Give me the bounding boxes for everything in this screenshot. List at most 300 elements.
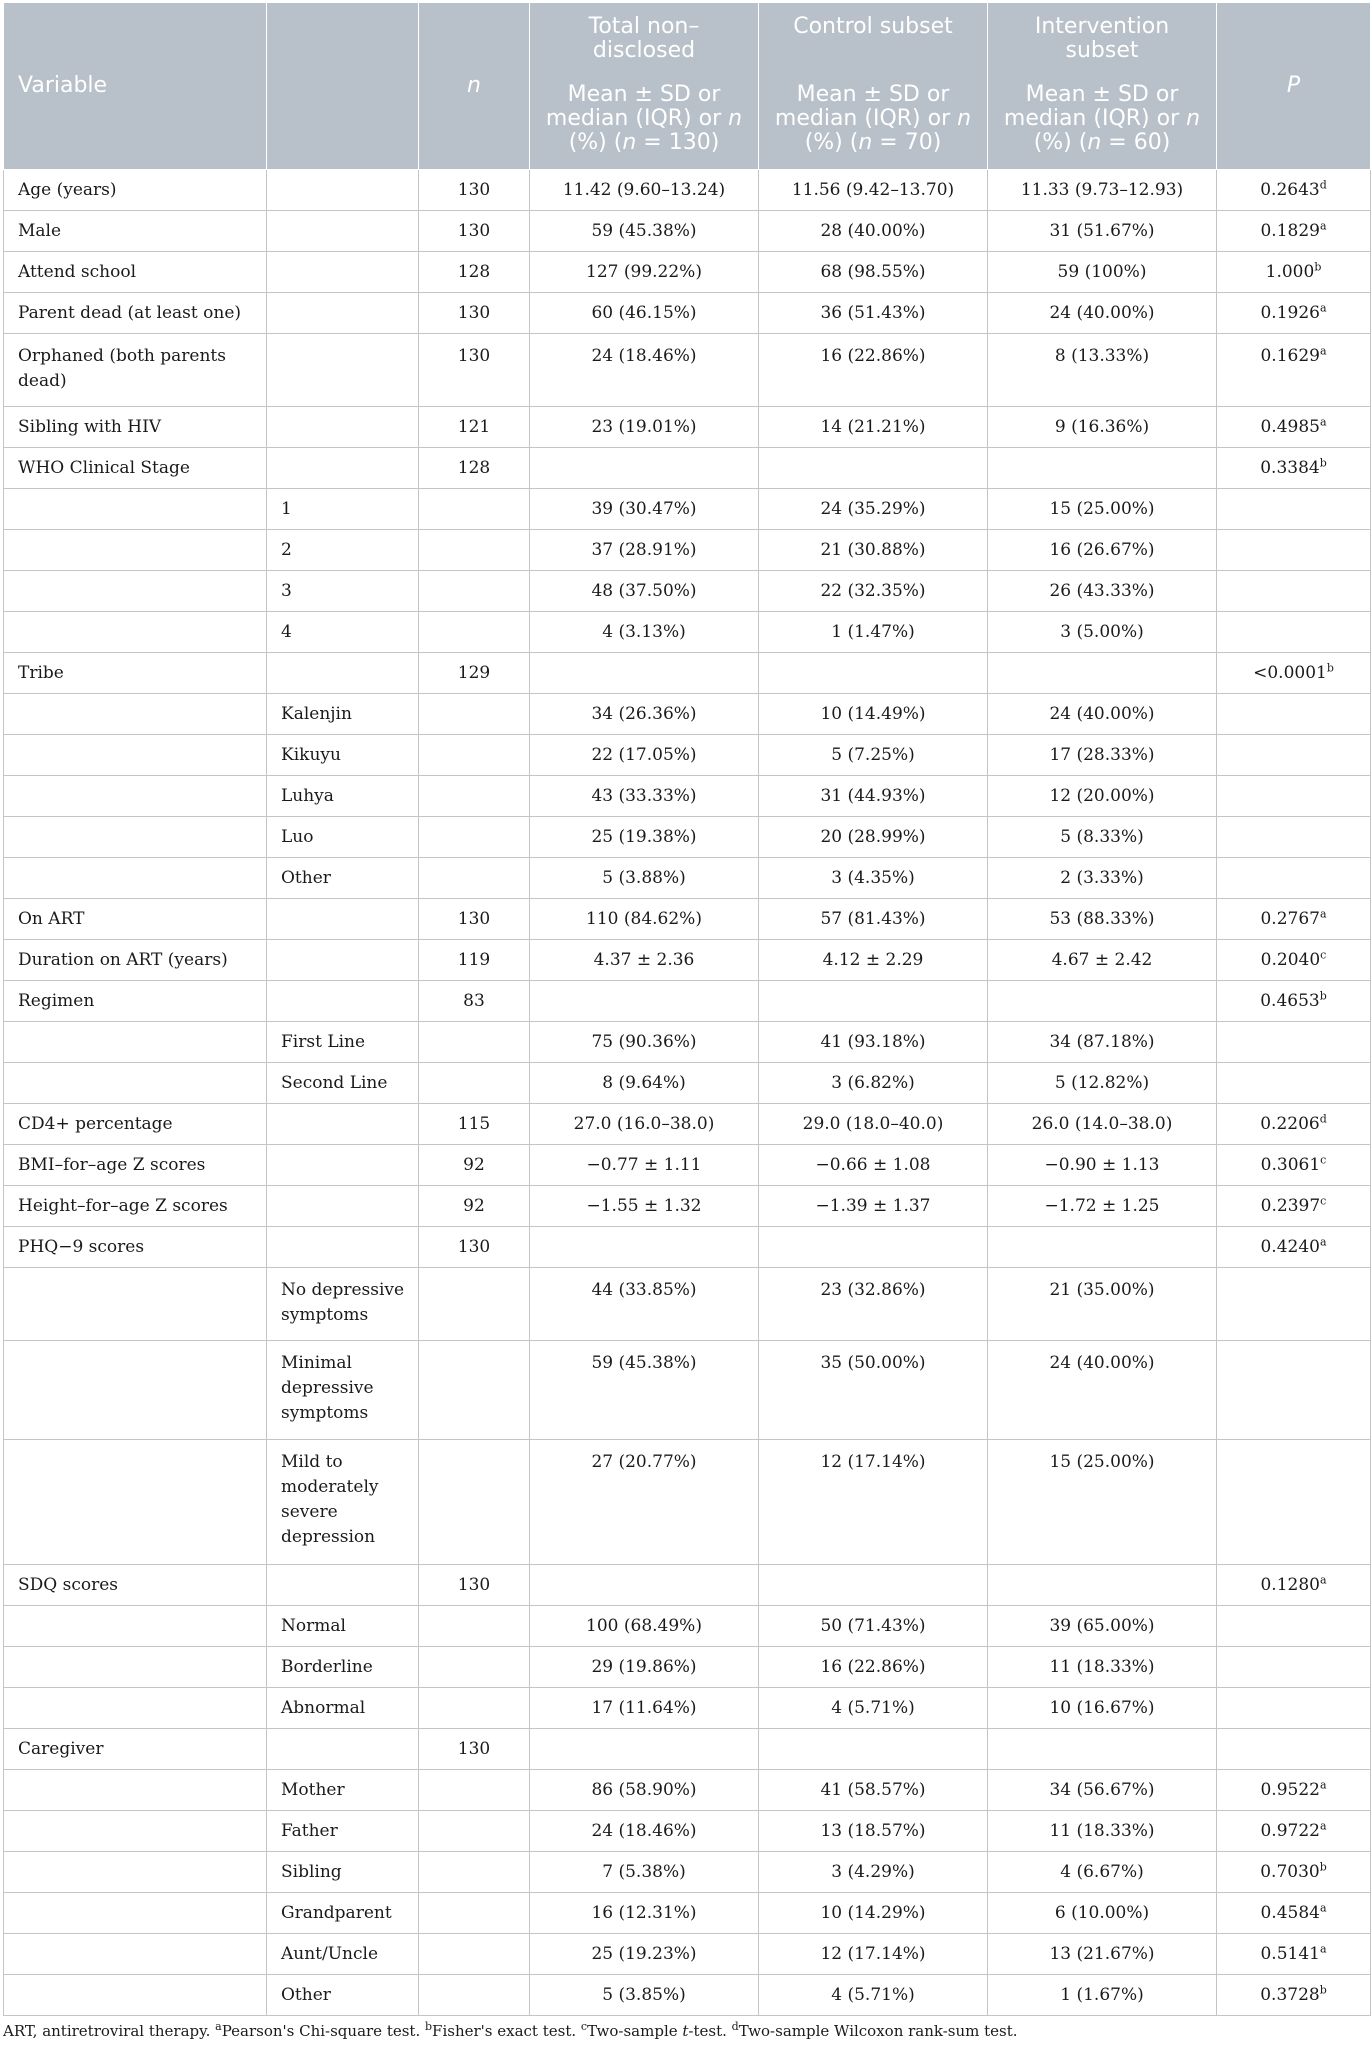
- cell-total: 60 (46.15%): [530, 293, 759, 334]
- cell-variable: Age (years): [4, 170, 267, 211]
- cell-total: [530, 448, 759, 489]
- cell-n: 130: [419, 1729, 530, 1770]
- cell-variable: [4, 1440, 267, 1565]
- cell-n: 115: [419, 1104, 530, 1145]
- p-value-test-marker: a: [1319, 1818, 1327, 1832]
- table-row: [4, 1770, 1371, 1811]
- cell-control: 41 (93.18%): [759, 1022, 988, 1063]
- cell-subcategory: [267, 1186, 419, 1227]
- cell-intervention: [988, 448, 1217, 489]
- p-value-text: 0.1280: [1260, 1574, 1320, 1595]
- cell-total: −1.55 ± 1.32: [530, 1186, 759, 1227]
- cell-variable: [4, 1934, 267, 1975]
- cell-subcategory: Normal: [267, 1606, 419, 1647]
- cell-intervention: 11 (18.33%): [988, 1811, 1217, 1852]
- cell-p-value: [1217, 1145, 1371, 1186]
- cell-subcategory: [267, 407, 419, 448]
- p-value-text: 0.4584: [1260, 1902, 1320, 1923]
- cell-n: 121: [419, 407, 530, 448]
- cell-p-value: [1217, 1022, 1371, 1063]
- table-row: [4, 653, 1371, 694]
- cell-subcategory: [267, 1565, 419, 1606]
- cell-n: [419, 1975, 530, 2016]
- cell-p-value: [1217, 448, 1371, 489]
- cell-variable: [4, 817, 267, 858]
- cell-n: [419, 1811, 530, 1852]
- p-value-text: 0.2767: [1260, 908, 1320, 929]
- table-row: [4, 899, 1371, 940]
- cell-total: 29 (19.86%): [530, 1647, 759, 1688]
- cell-control: 41 (58.57%): [759, 1770, 988, 1811]
- cell-intervention: [988, 981, 1217, 1022]
- cell-intervention: 17 (28.33%): [988, 735, 1217, 776]
- p-value-test-marker: b: [1326, 660, 1334, 674]
- table-row: [4, 1975, 1371, 2016]
- p-value-text: 0.4985: [1260, 416, 1320, 437]
- cell-p-value: [1217, 334, 1371, 407]
- cell-control: 10 (14.49%): [759, 694, 988, 735]
- cell-total: 7 (5.38%): [530, 1852, 759, 1893]
- cell-n: [419, 735, 530, 776]
- p-value-test-marker: a: [1319, 300, 1327, 314]
- cell-total: 86 (58.90%): [530, 1770, 759, 1811]
- cell-total: 25 (19.23%): [530, 1934, 759, 1975]
- table-row: [4, 1186, 1371, 1227]
- cell-total: 48 (37.50%): [530, 571, 759, 612]
- cell-control: 12 (17.14%): [759, 1440, 988, 1565]
- cell-total: 37 (28.91%): [530, 530, 759, 571]
- cell-control: 24 (35.29%): [759, 489, 988, 530]
- header-variable: Variable: [4, 3, 267, 170]
- cell-intervention: 34 (87.18%): [988, 1022, 1217, 1063]
- cell-subcategory: Borderline: [267, 1647, 419, 1688]
- cell-total: [530, 653, 759, 694]
- cell-variable: Height–for–age Z scores: [4, 1186, 267, 1227]
- cell-total: 44 (33.85%): [530, 1268, 759, 1341]
- cell-subcategory: [267, 293, 419, 334]
- cell-intervention: 24 (40.00%): [988, 694, 1217, 735]
- cell-intervention: 5 (8.33%): [988, 817, 1217, 858]
- table-row: [4, 1852, 1371, 1893]
- cell-intervention: 21 (35.00%): [988, 1268, 1217, 1341]
- header-control: [759, 3, 988, 170]
- p-value-text: 0.2206: [1260, 1113, 1320, 1134]
- cell-intervention: [988, 1729, 1217, 1770]
- cell-n: [419, 1934, 530, 1975]
- cell-variable: Duration on ART (years): [4, 940, 267, 981]
- p-value-text: 0.5141: [1260, 1943, 1320, 1964]
- p-value-test-marker: d: [1319, 1111, 1327, 1125]
- cell-p-value: [1217, 1647, 1371, 1688]
- cell-variable: Caregiver: [4, 1729, 267, 1770]
- cell-intervention: 13 (21.67%): [988, 1934, 1217, 1975]
- cell-intervention: 39 (65.00%): [988, 1606, 1217, 1647]
- cell-intervention: 34 (56.67%): [988, 1770, 1217, 1811]
- p-value-test-marker: c: [1320, 1193, 1327, 1207]
- p-value-text: 0.3384: [1260, 457, 1320, 478]
- p-value-text: 0.4240: [1260, 1236, 1320, 1257]
- cell-total: 34 (26.36%): [530, 694, 759, 735]
- cell-subcategory: 2: [267, 530, 419, 571]
- p-value-text: 0.1629: [1260, 346, 1320, 366]
- cell-variable: [4, 612, 267, 653]
- cell-control: 4.12 ± 2.29: [759, 940, 988, 981]
- cell-n: [419, 776, 530, 817]
- header-total-title: Total non–disclosed: [588, 14, 700, 63]
- cell-intervention: [988, 1565, 1217, 1606]
- cell-n: [419, 1341, 530, 1440]
- cell-n: [419, 1268, 530, 1341]
- cell-total: 75 (90.36%): [530, 1022, 759, 1063]
- cell-subcategory: [267, 1227, 419, 1268]
- cell-variable: PHQ−9 scores: [4, 1227, 267, 1268]
- cell-p-value: [1217, 1852, 1371, 1893]
- p-value-text: 0.2397: [1260, 1195, 1321, 1216]
- cell-subcategory: [267, 899, 419, 940]
- table-row: [4, 735, 1371, 776]
- cell-variable: [4, 1770, 267, 1811]
- cell-p-value: [1217, 776, 1371, 817]
- cell-subcategory: Sibling: [267, 1852, 419, 1893]
- cell-total: 24 (18.46%): [530, 334, 759, 407]
- cell-n: [419, 1606, 530, 1647]
- cell-control: 31 (44.93%): [759, 776, 988, 817]
- cell-subcategory: Minimal depressive symptoms: [267, 1341, 419, 1440]
- header-total-sub: Mean ± SD or median (IQR) or n (%) (n = 130): [545, 82, 743, 155]
- cell-intervention: 26 (43.33%): [988, 571, 1217, 612]
- p-value-test-marker: a: [1319, 906, 1327, 920]
- cell-subcategory: Kalenjin: [267, 694, 419, 735]
- cell-p-value: [1217, 1934, 1371, 1975]
- cell-subcategory: Grandparent: [267, 1893, 419, 1934]
- cell-control: 21 (30.88%): [759, 530, 988, 571]
- cell-n: 130: [419, 211, 530, 252]
- p-value-test-marker: a: [1319, 414, 1327, 428]
- cell-intervention: 31 (51.67%): [988, 211, 1217, 252]
- cell-p-value: [1217, 571, 1371, 612]
- table-row: [4, 489, 1371, 530]
- cell-variable: [4, 571, 267, 612]
- cell-p-value: [1217, 211, 1371, 252]
- cell-p-value: [1217, 1770, 1371, 1811]
- cell-subcategory: No depressive symptoms: [267, 1268, 419, 1341]
- cell-n: 130: [419, 293, 530, 334]
- cell-subcategory: [267, 252, 419, 293]
- cell-total: 43 (33.33%): [530, 776, 759, 817]
- cell-subcategory: Luo: [267, 817, 419, 858]
- p-value-test-marker: a: [1319, 1941, 1327, 1955]
- cell-subcategory: Second Line: [267, 1063, 419, 1104]
- cell-subcategory: [267, 448, 419, 489]
- cell-control: 57 (81.43%): [759, 899, 988, 940]
- cell-subcategory: [267, 334, 419, 407]
- p-value-text: 0.1926: [1260, 302, 1320, 323]
- cell-total: 8 (9.64%): [530, 1063, 759, 1104]
- cell-p-value: [1217, 1565, 1371, 1606]
- table-row: [4, 817, 1371, 858]
- cell-control: 12 (17.14%): [759, 1934, 988, 1975]
- cell-control: 3 (4.29%): [759, 1852, 988, 1893]
- table-row: [4, 1440, 1371, 1565]
- cell-control: −0.66 ± 1.08: [759, 1145, 988, 1186]
- cell-variable: [4, 1268, 267, 1341]
- cell-p-value: [1217, 940, 1371, 981]
- cell-p-value: [1217, 407, 1371, 448]
- p-value-text: 0.3728: [1260, 1984, 1320, 2005]
- cell-variable: [4, 1688, 267, 1729]
- cell-p-value: [1217, 981, 1371, 1022]
- cell-variable: [4, 1893, 267, 1934]
- cell-p-value: [1217, 170, 1371, 211]
- table-row: [4, 407, 1371, 448]
- cell-control: 5 (7.25%): [759, 735, 988, 776]
- cell-variable: [4, 489, 267, 530]
- p-value-test-marker: c: [1320, 1152, 1327, 1166]
- cell-control: 20 (28.99%): [759, 817, 988, 858]
- table-row: [4, 1729, 1371, 1770]
- p-value-text: <0.0001: [1253, 662, 1327, 683]
- cell-control: 50 (71.43%): [759, 1606, 988, 1647]
- p-value-test-marker: c: [1320, 947, 1327, 961]
- cell-subcategory: 4: [267, 612, 419, 653]
- cell-p-value: [1217, 817, 1371, 858]
- header-intervention-title: Intervention subset: [1034, 14, 1170, 63]
- cell-n: [419, 1647, 530, 1688]
- cell-variable: Orphaned (both parents dead): [4, 334, 267, 407]
- p-value-test-marker: a: [1319, 1572, 1327, 1586]
- cell-variable: Attend school: [4, 252, 267, 293]
- p-value-text: 0.2643: [1260, 179, 1320, 200]
- table-row: [4, 1811, 1371, 1852]
- cell-p-value: [1217, 489, 1371, 530]
- cell-total: 25 (19.38%): [530, 817, 759, 858]
- cell-p-value: [1217, 1811, 1371, 1852]
- p-value-text: 1.000: [1265, 261, 1315, 282]
- cell-intervention: 1 (1.67%): [988, 1975, 1217, 2016]
- table-row: [4, 1647, 1371, 1688]
- table-row: [4, 858, 1371, 899]
- cell-total: [530, 981, 759, 1022]
- table-row: [4, 1565, 1371, 1606]
- cell-control: 16 (22.86%): [759, 1647, 988, 1688]
- cell-subcategory: Abnormal: [267, 1688, 419, 1729]
- cell-total: 100 (68.49%): [530, 1606, 759, 1647]
- cell-variable: Parent dead (at least one): [4, 293, 267, 334]
- table-row: [4, 571, 1371, 612]
- p-value-test-marker: a: [1319, 218, 1327, 232]
- p-value-test-marker: b: [1319, 1982, 1327, 1996]
- cell-variable: CD4+ percentage: [4, 1104, 267, 1145]
- cell-control: 68 (98.55%): [759, 252, 988, 293]
- cell-subcategory: Father: [267, 1811, 419, 1852]
- cell-subcategory: Mother: [267, 1770, 419, 1811]
- cell-variable: [4, 1647, 267, 1688]
- table-row: [4, 1022, 1371, 1063]
- cell-intervention: 4.67 ± 2.42: [988, 940, 1217, 981]
- p-value-test-marker: a: [1319, 1900, 1327, 1914]
- cell-total: 27.0 (16.0–38.0): [530, 1104, 759, 1145]
- cell-n: [419, 571, 530, 612]
- cell-p-value: [1217, 1104, 1371, 1145]
- cell-p-value: [1217, 252, 1371, 293]
- cell-total: 5 (3.88%): [530, 858, 759, 899]
- data-table: [3, 2, 1371, 2016]
- table-row: [4, 334, 1371, 407]
- cell-subcategory: [267, 1729, 419, 1770]
- p-value-text: 0.9522: [1260, 1779, 1320, 1800]
- cell-p-value: [1217, 612, 1371, 653]
- cell-n: 130: [419, 170, 530, 211]
- cell-n: [419, 612, 530, 653]
- cell-n: [419, 694, 530, 735]
- cell-p-value: [1217, 858, 1371, 899]
- cell-total: 4 (3.13%): [530, 612, 759, 653]
- cell-n: 129: [419, 653, 530, 694]
- table-row: [4, 1606, 1371, 1647]
- cell-subcategory: Aunt/Uncle: [267, 1934, 419, 1975]
- cell-total: 24 (18.46%): [530, 1811, 759, 1852]
- p-value-test-marker: a: [1319, 344, 1327, 358]
- cell-p-value: [1217, 293, 1371, 334]
- cell-n: [419, 1440, 530, 1565]
- cell-variable: WHO Clinical Stage: [4, 448, 267, 489]
- cell-total: 27 (20.77%): [530, 1440, 759, 1565]
- table-header: [4, 3, 1371, 170]
- cell-variable: [4, 530, 267, 571]
- cell-n: [419, 1852, 530, 1893]
- cell-subcategory: Other: [267, 1975, 419, 2016]
- cell-p-value: [1217, 1606, 1371, 1647]
- cell-intervention: 8 (13.33%): [988, 334, 1217, 407]
- cell-control: [759, 1729, 988, 1770]
- cell-n: [419, 1688, 530, 1729]
- cell-intervention: 5 (12.82%): [988, 1063, 1217, 1104]
- cell-total: 59 (45.38%): [530, 1341, 759, 1440]
- cell-variable: SDQ scores: [4, 1565, 267, 1606]
- p-value-text: 0.3061: [1260, 1154, 1321, 1175]
- cell-control: [759, 1227, 988, 1268]
- table-row: [4, 170, 1371, 211]
- cell-intervention: 4 (6.67%): [988, 1852, 1217, 1893]
- table-row: [4, 612, 1371, 653]
- table-row: [4, 1893, 1371, 1934]
- table-row: [4, 1688, 1371, 1729]
- cell-intervention: 3 (5.00%): [988, 612, 1217, 653]
- cell-subcategory: Luhya: [267, 776, 419, 817]
- cell-control: 35 (50.00%): [759, 1341, 988, 1440]
- cell-p-value: [1217, 530, 1371, 571]
- cell-intervention: 15 (25.00%): [988, 1440, 1217, 1565]
- cell-control: 23 (32.86%): [759, 1268, 988, 1341]
- header-control-title: Control subset: [793, 14, 953, 39]
- cell-variable: On ART: [4, 899, 267, 940]
- cell-control: [759, 981, 988, 1022]
- table-row: [4, 1145, 1371, 1186]
- cell-n: [419, 489, 530, 530]
- cell-intervention: 2 (3.33%): [988, 858, 1217, 899]
- cell-variable: Male: [4, 211, 267, 252]
- cell-n: [419, 817, 530, 858]
- cell-total: 5 (3.85%): [530, 1975, 759, 2016]
- p-value-text: 0.4653: [1260, 990, 1320, 1011]
- table-row: [4, 293, 1371, 334]
- cell-intervention: [988, 1227, 1217, 1268]
- header-row: [4, 3, 1371, 170]
- cell-variable: [4, 1022, 267, 1063]
- cell-control: 3 (4.35%): [759, 858, 988, 899]
- p-value-text: 0.2040: [1260, 949, 1321, 970]
- table-body: [4, 170, 1371, 2016]
- table-row: [4, 981, 1371, 1022]
- p-value-test-marker: b: [1314, 259, 1322, 273]
- cell-subcategory: [267, 1145, 419, 1186]
- header-intervention-sub: Mean ± SD or median (IQR) or n (%) (n = 60): [1003, 82, 1201, 155]
- cell-total: 39 (30.47%): [530, 489, 759, 530]
- cell-intervention: 10 (16.67%): [988, 1688, 1217, 1729]
- table-row: [4, 1268, 1371, 1341]
- cell-p-value: [1217, 1063, 1371, 1104]
- cell-intervention: 9 (16.36%): [988, 407, 1217, 448]
- cell-n: [419, 1770, 530, 1811]
- cell-n: [419, 1063, 530, 1104]
- cell-intervention: 24 (40.00%): [988, 1341, 1217, 1440]
- cell-control: [759, 448, 988, 489]
- cell-n: 83: [419, 981, 530, 1022]
- cell-n: [419, 530, 530, 571]
- cell-variable: [4, 776, 267, 817]
- cell-total: [530, 1729, 759, 1770]
- cell-subcategory: [267, 1104, 419, 1145]
- cell-p-value: [1217, 1186, 1371, 1227]
- table-container: [3, 2, 1370, 2016]
- table-row: [4, 530, 1371, 571]
- cell-subcategory: First Line: [267, 1022, 419, 1063]
- cell-control: [759, 1565, 988, 1606]
- table-row: [4, 1104, 1371, 1145]
- table-row: [4, 1063, 1371, 1104]
- cell-control: 36 (51.43%): [759, 293, 988, 334]
- cell-n: 130: [419, 899, 530, 940]
- cell-total: 59 (45.38%): [530, 211, 759, 252]
- cell-total: 127 (99.22%): [530, 252, 759, 293]
- header-control-sub: Mean ± SD or median (IQR) or n (%) (n = 70): [774, 82, 972, 155]
- cell-n: [419, 1022, 530, 1063]
- p-value-test-marker: b: [1319, 455, 1327, 469]
- table-row: [4, 1341, 1371, 1440]
- cell-control: −1.39 ± 1.37: [759, 1186, 988, 1227]
- cell-subcategory: [267, 653, 419, 694]
- cell-p-value: [1217, 1341, 1371, 1440]
- table-row: [4, 776, 1371, 817]
- header-total: [530, 3, 759, 170]
- cell-total: 23 (19.01%): [530, 407, 759, 448]
- cell-total: 4.37 ± 2.36: [530, 940, 759, 981]
- cell-variable: Sibling with HIV: [4, 407, 267, 448]
- cell-intervention: 59 (100%): [988, 252, 1217, 293]
- cell-p-value: [1217, 653, 1371, 694]
- cell-variable: Regimen: [4, 981, 267, 1022]
- table-footnote: ART, antiretroviral therapy. $^a$Pearson's Chi-square test. $^b$Fisher's exact test. $^c$Two-sample t-test. $^d$Two-sample Wilcoxon rank-sum test.: [3, 2020, 1018, 2040]
- cell-variable: [4, 1341, 267, 1440]
- p-value-test-marker: d: [1319, 177, 1327, 191]
- cell-n: [419, 858, 530, 899]
- cell-intervention: 24 (40.00%): [988, 293, 1217, 334]
- cell-total: 11.42 (9.60–13.24): [530, 170, 759, 211]
- cell-subcategory: Other: [267, 858, 419, 899]
- cell-variable: [4, 1975, 267, 2016]
- cell-n: 130: [419, 334, 530, 407]
- cell-p-value: [1217, 1975, 1371, 2016]
